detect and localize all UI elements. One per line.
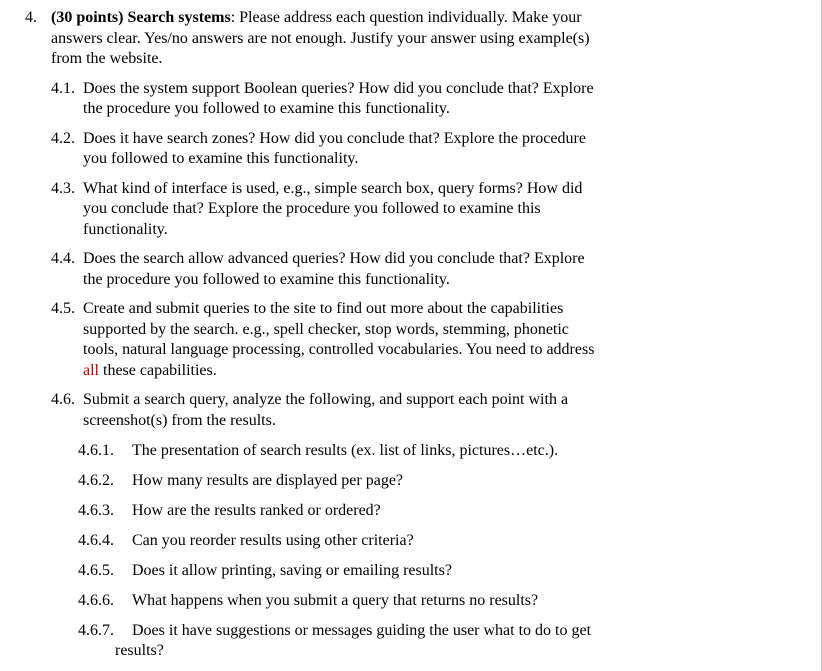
subquestion-4-3 [0, 179, 683, 241]
subquestion-line: Does it have search zones? How did you conclude that? Explore the procedure [83, 129, 586, 147]
subquestion-number: 4.3. [51, 179, 75, 197]
subquestion-number: 4.2. [51, 129, 75, 147]
subsubquestion-4-6-3 [0, 501, 692, 522]
subquestion-line: supported by the search. e.g., spell checker, stop words, stemming, phonetic [83, 320, 569, 338]
subquestion-4-4 [0, 249, 683, 290]
subsubquestion-4-6-2 [0, 471, 692, 492]
subquestion-line: the procedure you followed to examine this functionality. [83, 100, 450, 117]
subsubquestion-text: Can you reorder results using other criteria? [132, 531, 414, 549]
subquestion-number: 4.5. [51, 300, 75, 317]
subsubquestion-number: 4.6.5. [78, 561, 114, 579]
question-intro-text: : Please address each question individually. Make your [230, 9, 582, 26]
subquestion-line: functionality. [83, 220, 168, 238]
subquestion-line: Create and submit queries to the site to find out more about the capabilities [83, 300, 564, 317]
subsubquestion-number: 4.6.3. [78, 501, 114, 519]
subquestion-line: you conclude that? Explore the procedure you followed to examine this [83, 200, 541, 217]
subsubquestion-4-6-6 [0, 591, 692, 612]
subquestion-number: 4.6. [51, 391, 75, 408]
subsubquestion-number: 4.6.4. [78, 531, 114, 549]
subquestion-line: What kind of interface is used, e.g., simple search box, query forms? How did [83, 179, 583, 197]
subsubquestion-text: How many results are displayed per page? [132, 471, 404, 489]
subquestion-number: 4.1. [51, 79, 75, 97]
subsubquestion-text: The presentation of search results (ex. list of links, pictures…etc.). [132, 441, 559, 459]
subquestion-line [83, 361, 683, 382]
subquestion-line: screenshot(s) from the results. [83, 411, 276, 429]
subquestion-line: Does the system support Boolean queries? How did you conclude that? Explore [83, 79, 594, 97]
subquestion-4-2 [0, 129, 683, 170]
subquestion-line: the procedure you followed to examine this functionality. [83, 270, 450, 288]
question-line-2: answers clear. Yes/no answers are not enough. Justify your answer using example(s) [51, 29, 590, 47]
document-body [0, 8, 822, 662]
subquestion-number: 4.4. [51, 250, 75, 267]
question-topic: Search systems [127, 9, 231, 26]
subsubquestion-4-6-5 [0, 561, 692, 582]
question-line-3: from the website. [51, 50, 163, 67]
subquestion-4-6 [0, 390, 683, 431]
question-number: 4. [25, 9, 37, 26]
emphasis-all: all [83, 361, 99, 379]
subsubquestion-text: What happens when you submit a query that returns no results? [132, 591, 539, 609]
subquestion-line: tools, natural language processing, controlled vocabularies. You need to address [83, 341, 595, 358]
subsubquestion-number: 4.6.7. [78, 621, 114, 639]
subsubquestion-4-6-1 [0, 441, 692, 462]
subsubquestion-4-6-7 [0, 621, 692, 662]
subsubquestion-4-6-4 [0, 531, 692, 552]
subsubquestion-number: 4.6.1. [78, 441, 114, 459]
subsubquestion-number: 4.6.6. [78, 591, 114, 609]
subquestion-line: Does the search allow advanced queries? How did you conclude that? Explore [83, 250, 585, 267]
subquestion-line: Submit a search query, analyze the following, and support each point with a [83, 391, 569, 408]
subsubquestion-text-continued: results? [115, 642, 164, 659]
subquestion-line: you followed to examine this functionality. [83, 150, 359, 167]
subsubquestion-text: Does it have suggestions or messages guiding the user what to do to get [132, 621, 592, 639]
question-line-1 [51, 8, 691, 29]
subsubquestion-text: Does it allow printing, saving or emailing results? [132, 561, 452, 579]
subsubquestion-number: 4.6.2. [78, 471, 114, 489]
subquestion-4-5 [0, 299, 683, 381]
subquestion-4-1 [0, 79, 683, 120]
question-points: (30 points) [51, 9, 124, 26]
question-4 [0, 8, 691, 70]
subsubquestion-text: How are the results ranked or ordered? [132, 501, 381, 519]
subquestion-line-rest: these capabilities. [99, 361, 217, 379]
